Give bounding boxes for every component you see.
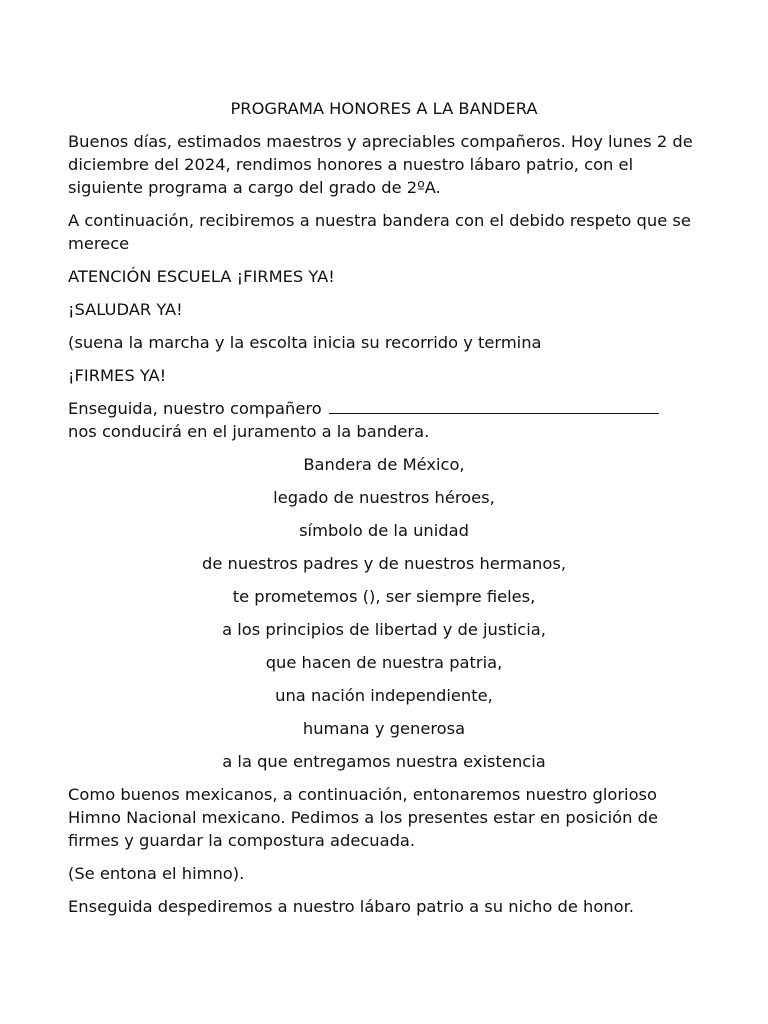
oath-line: a los principios de libertad y de justicia, <box>222 620 546 639</box>
anthem-intro-paragraph: Como buenos mexicanos, a continuación, entonaremos nuestro glorioso Himno Nacional mexicano. Pedimos a los presentes estar en posición de firmes y guardar la compostura adecuada. <box>68 785 658 850</box>
farewell-paragraph: Enseguida despediremos a nuestro lábaro patrio a su nicho de honor. <box>68 897 634 916</box>
oath-line: símbolo de la unidad <box>299 521 469 540</box>
attention-command: ATENCIÓN ESCUELA ¡FIRMES YA! <box>68 267 335 286</box>
firm-command: ¡FIRMES YA! <box>68 366 167 385</box>
oath-lead-suffix: nos conducirá en el juramento a la bandera. <box>68 422 430 441</box>
reception-paragraph: A continuación, recibiremos a nuestra bandera con el debido respeto que se merece <box>68 211 691 253</box>
oath-lead-paragraph <box>68 397 700 443</box>
oath-line: que hacen de nuestra patria, <box>265 653 503 672</box>
oath-line: de nuestros padres y de nuestros hermanos, <box>202 554 566 573</box>
oath-line: legado de nuestros héroes, <box>273 488 495 507</box>
oath-lead-prefix: Enseguida, nuestro compañero <box>68 399 322 418</box>
oath-line: a la que entregamos nuestra existencia <box>222 752 546 771</box>
intro-paragraph: Buenos días, estimados maestros y apreciables compañeros. Hoy lunes 2 de diciembre del 2024, rendimos honores a nuestro lábaro patrio, con el siguiente programa a cargo del grado de 2ºA. <box>68 132 693 197</box>
march-stage-direction: (suena la marcha y la escolta inicia su recorrido y termina <box>68 333 542 352</box>
anthem-stage-direction: (Se entona el himno). <box>68 864 245 883</box>
oath-line: te prometemos (), ser siempre fieles, <box>232 587 536 606</box>
salute-command: ¡SALUDAR YA! <box>68 300 183 319</box>
flag-oath <box>68 453 700 773</box>
name-blank-line <box>329 397 659 414</box>
oath-line: Bandera de México, <box>303 455 465 474</box>
oath-line: humana y generosa <box>302 719 466 738</box>
document-title: PROGRAMA HONORES A LA BANDERA <box>230 99 538 118</box>
document-body <box>68 97 700 928</box>
oath-line: una nación independiente, <box>275 686 493 705</box>
